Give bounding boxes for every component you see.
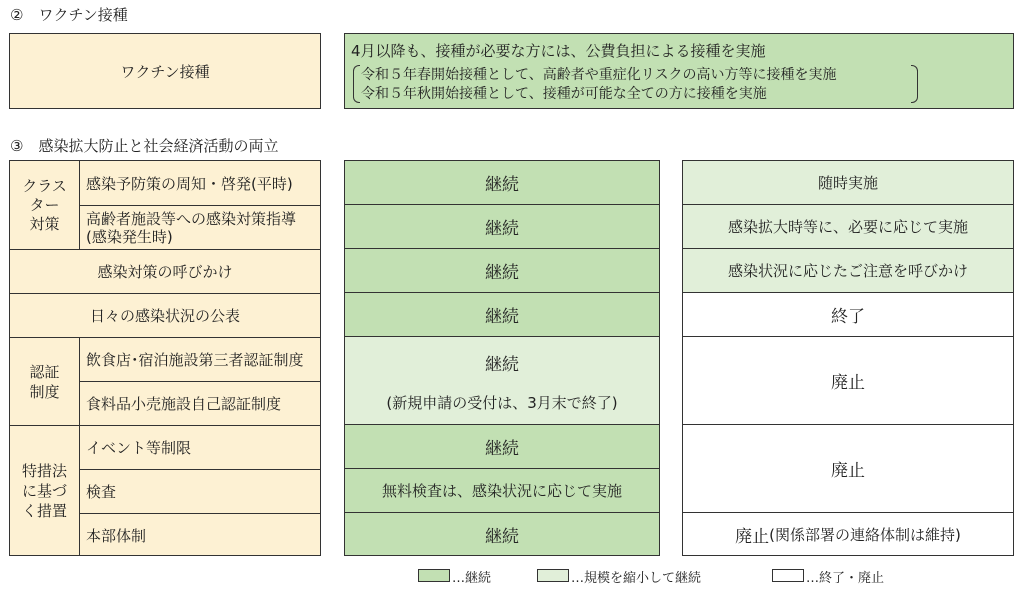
cert-group-line: 認証 [29,362,60,381]
status-text: 継続 [485,526,519,547]
right-cert [683,337,1013,424]
tokuso-group-line: く措置 [21,502,67,520]
item-r4 [10,293,320,337]
outcome-text: 廃止 [831,461,865,481]
cluster-group-label [10,161,79,249]
right-r9 [683,513,1013,555]
outcome-text: 廃止 [735,526,770,547]
vaccine-label-cell [9,33,321,109]
legend-swatch-light-green [537,569,569,582]
status-text: 継続 [485,263,519,283]
mid-r4 [345,293,659,336]
mid-r2 [345,205,659,248]
item-label: 日々の感染状況の公表 [89,307,240,325]
item-r3 [10,249,320,293]
right-r1 [683,161,1013,204]
tokuso-group-label [10,425,79,556]
status-text: 無料検査は、感染状況に応じて実施 [381,482,622,500]
item-r2 [80,205,320,249]
item-r5 [80,337,320,381]
outcome-note: (関係部署の連絡体制は維持) [769,525,961,544]
vaccine-line1: 4月以降も、接種が必要な方には、公費負担による接種を実施 [351,42,766,60]
mid-r9 [345,513,659,555]
item-label: 食料品小売施設自己認証制度 [86,395,282,413]
item-label: イベント等制限 [86,439,192,457]
item-label: 飲食店･宿泊施設第三者認証制度 [86,351,304,369]
vaccine-label: ワクチン接種 [120,62,210,81]
mid-r3 [345,249,659,292]
mid-cert [345,337,659,424]
vaccine-description-cell [344,33,1014,109]
legend-swatch-green [418,569,450,582]
item-label: 高齢者施設等への感染対策指導 [86,210,297,228]
outcome-text: 廃止 [831,373,865,393]
tokuso-group-line: 特措法 [21,462,67,480]
legend-label-white: …終了・廃止 [806,571,885,586]
status-text: 継続 [485,175,519,195]
item-r9 [80,513,320,556]
cluster-group-line: ター [29,195,60,214]
right-r2 [683,205,1013,248]
cert-group-label [10,337,79,425]
item-label: 感染予防策の周知・啓発(平時) [86,174,293,193]
item-r1 [80,161,320,205]
vaccine-line3: 令和５年秋開始接種として、接種が可能な全ての方に接種を実施 [361,86,767,102]
legend-label-light-green: …規模を縮小して継続 [571,571,702,586]
cert-group-line: 制度 [29,382,60,401]
mid-r7 [345,425,659,468]
item-r8 [80,469,320,513]
cluster-group-line: クラス [22,176,67,195]
outcome-column [682,160,1014,556]
status-column [344,160,660,556]
item-r7 [80,425,320,469]
mid-r1 [345,161,659,204]
outcome-text: 随時実施 [817,174,878,192]
status-text: 継続 [485,219,519,239]
outcome-text: 感染拡大時等に、必要に応じて実施 [727,218,968,236]
item-r6 [80,381,320,425]
right-r4 [683,293,1013,336]
outcome-text: 終了 [831,307,865,327]
outcome-text: 感染状況に応じたご注意を呼びかけ [727,262,968,280]
bracket-right [911,65,918,103]
item-label: 検査 [86,483,117,501]
item-label: 感染対策の呼びかけ [97,263,233,281]
vaccine-line2: 令和５年春開始接種として、高齢者や重症化リスクの高い方等に接種を実施 [361,67,837,83]
legend-swatch-white [772,569,804,582]
measures-table [9,160,321,556]
status-text: 継続 [485,307,519,327]
mid-r8 [345,469,659,512]
item-label: 本部体制 [86,526,147,545]
section3-heading: ③ 感染拡大防止と社会経済活動の両立 [10,137,279,155]
right-r3 [683,249,1013,292]
cluster-group-line: 対策 [29,214,60,233]
section2-heading: ② ワクチン接種 [10,6,128,24]
bracket-left [353,65,360,103]
tokuso-group-line: に基づ [21,482,67,500]
status-text: 継続 [485,439,519,459]
status-text: 継続 [485,355,519,375]
item-label: (感染発生時) [86,228,173,246]
status-note: (新規申請の受付は、3月末で終了) [386,394,618,412]
right-tokuso [683,425,1013,512]
legend-label-green: …継続 [452,571,492,586]
